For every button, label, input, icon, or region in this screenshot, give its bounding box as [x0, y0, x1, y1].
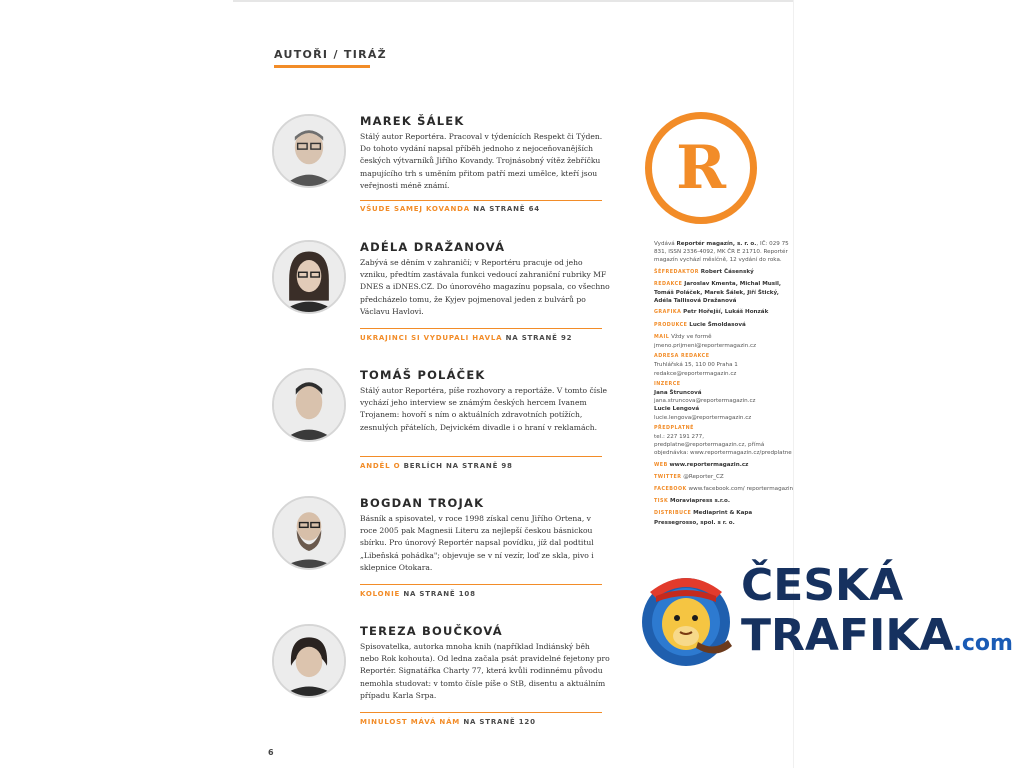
author-bio: Básník a spisovatel, v roce 1998 získal cenu Jiřího Ortena, v roce 2005 pak Magnesii Literu za nejlepší českou básnickou sbírku. Pro únorový Reportér napsal povídku, jíž dal podtitul „Libeňská pohádka"; objevuje se v ní vezír, loď ze skla, pivo i sklepnice Otokara. — [360, 514, 594, 572]
author-avatar — [272, 240, 346, 314]
lion-mascot-icon — [636, 562, 746, 672]
article-page: NA STRANĚ 92 — [502, 334, 573, 342]
page-top-edge — [233, 0, 793, 2]
imprint — [654, 240, 794, 530]
portrait-icon — [274, 116, 344, 186]
article-link[interactable] — [360, 590, 476, 598]
imprint-address: ADRESA REDAKCE Truhlářská 15, 110 00 Praha 1 redakce@reportermagazin.cz — [654, 354, 738, 377]
imprint-staff: REDAKCE Jaroslav Kmenta, Michal Musil, Tomáš Poláček, Marek Šálek, Jiří Štický, Adéla Tallisová Dražanová — [654, 280, 782, 305]
author-entry — [272, 368, 612, 468]
author-name: TEREZA BOUČKOVÁ — [360, 624, 503, 638]
author-avatar — [272, 624, 346, 698]
article-title: KOLONIE — [360, 590, 401, 598]
ceska-trafika-watermark — [636, 560, 1013, 672]
article-link[interactable] — [360, 205, 540, 213]
imprint-web: WEB www.reportermagazin.cz — [654, 461, 749, 468]
article-title: ANDĚL O — [360, 462, 401, 470]
article-page: NA STRANĚ 108 — [400, 590, 476, 598]
article-link[interactable] — [360, 334, 572, 342]
imprint-graphics: GRAFIKA Petr Hořejší, Lukáš Honzák — [654, 309, 769, 316]
article-link-rule — [360, 328, 602, 329]
author-avatar — [272, 114, 346, 188]
imprint-print: TISK Moraviapress s.r.o. — [654, 498, 730, 505]
author-bio: Stálý autor Reportéra, píše rozhovory a reportáže. V tomto čísle vychází jeho interview se známým českých hercem Ivanem Trojanem: hovoří s ním o aktuálních zdravotních potížích, zesnulých přátelích, Dejvickém divadle i o hraní v reklamách. — [360, 386, 608, 432]
imprint-editor: ŠÉFREDAKTOR Robert Čásenský — [654, 268, 754, 275]
reporter-logo-letter: R — [676, 133, 726, 203]
portrait-icon — [274, 626, 344, 696]
author-avatar — [272, 368, 346, 442]
imprint-distribution: DISTRIBUCE Mediaprint & Kapa Pressegrosso, spol. s r. o. — [654, 510, 753, 526]
article-title: MINULOST MÁVÁ NÁM — [360, 718, 461, 726]
article-title: VŠUDE SAMEJ KOVANDA — [360, 205, 470, 213]
author-name: BOGDAN TROJAK — [360, 496, 485, 510]
article-link[interactable] — [360, 718, 536, 726]
article-link-rule — [360, 200, 602, 201]
article-link-rule — [360, 456, 602, 457]
section-title-underline — [274, 65, 370, 68]
author-name: ADÉLA DRAŽANOVÁ — [360, 240, 506, 254]
article-page: BERLÍCH NA STRANĚ 98 — [400, 462, 513, 470]
author-avatar — [272, 496, 346, 570]
author-name: MAREK ŠÁLEK — [360, 114, 465, 128]
author-entry — [272, 496, 612, 596]
author-bio: Stálý autor Reportéra. Pracoval v týdenících Respekt či Týden. Do tohoto vydání napsal příběh jednoho z nejoceňovanějších českých výtvarníků Jiřího Kovandy. Trojnásobný vítěz žebříčku mapujícího trh s uměním přitom patří mezi umělce, kteří jsou veřejnosti méně známí. — [360, 132, 603, 190]
author-entry — [272, 114, 612, 214]
article-link-rule — [360, 584, 602, 585]
author-entry — [272, 240, 612, 340]
author-bio: Spisovatelka, autorka mnoha knih (například Indiánský běh nebo Rok kohouta). Od ledna začala psát pravidelné fejetony pro Reportér. Signatářka Charty 77, která kvůli rodinnému původu nemohla studovat: v tomto čísle píše o StB, disentu a aktuálním případu Karla Srpa. — [360, 642, 610, 700]
section-title: AUTOŘI / TIRÁŽ — [274, 48, 387, 61]
watermark-line2: TRAFIKA.com — [741, 610, 1013, 661]
article-page: NA STRANĚ 120 — [460, 718, 536, 726]
imprint-producer: PRODUKCE Lucie Šmoldasová — [654, 321, 746, 328]
article-link[interactable] — [360, 462, 513, 470]
page-number: 6 — [268, 748, 274, 757]
article-link-rule — [360, 712, 602, 713]
imprint-subscription: PŘEDPLATNÉ tel.: 227 191 277, predplatne@reportermagazin.cz, přímá objednávka: www.reportermagazin.cz/predplatne — [654, 425, 792, 457]
imprint-facebook: FACEBOOK www.facebook.com/ reportermagazin — [654, 486, 794, 493]
imprint-mail: MAIL Vždy ve formě jmeno.prijmeni@reportermagazin.cz — [654, 333, 757, 350]
reporter-logo — [645, 112, 757, 224]
article-page: NA STRANĚ 64 — [469, 205, 540, 213]
article-title: UKRAJINCI SI VYDUPALI HAVLA — [360, 334, 503, 342]
imprint-ads: INZERCE Jana Štruncová jana.struncova@reportermagazin.cz Lucie Lengová lucie.lengova@reportermagazin.cz — [654, 381, 756, 421]
portrait-icon — [274, 370, 344, 440]
watermark-line1: ČESKÁ — [741, 560, 904, 611]
author-entry — [272, 624, 612, 734]
imprint-twitter: TWITTER @Reporter_CZ — [654, 473, 724, 480]
portrait-icon — [274, 242, 344, 312]
author-bio: Zabývá se děním v zahraničí; v Reportéru pracuje od jeho vzniku, předtím zastávala funkci vedoucí zahraniční rubriky MF DNES a iDNES.CZ. Do únorového magazínu popsala, co všechno předcházelo tomu, že Kyjev pojmenoval jeden z bulvárů po Václavu Havlovi. — [360, 258, 610, 316]
portrait-icon — [274, 498, 344, 568]
imprint-publisher: Vydává Reportér magazín, s. r. o., IČ: 029 75 831, ISSN 2336-4092, MK ČR E 21710. Reportér magazín vychází měsíčně, 12 vydání do roka. — [654, 241, 789, 264]
author-name: TOMÁŠ POLÁČEK — [360, 368, 486, 382]
